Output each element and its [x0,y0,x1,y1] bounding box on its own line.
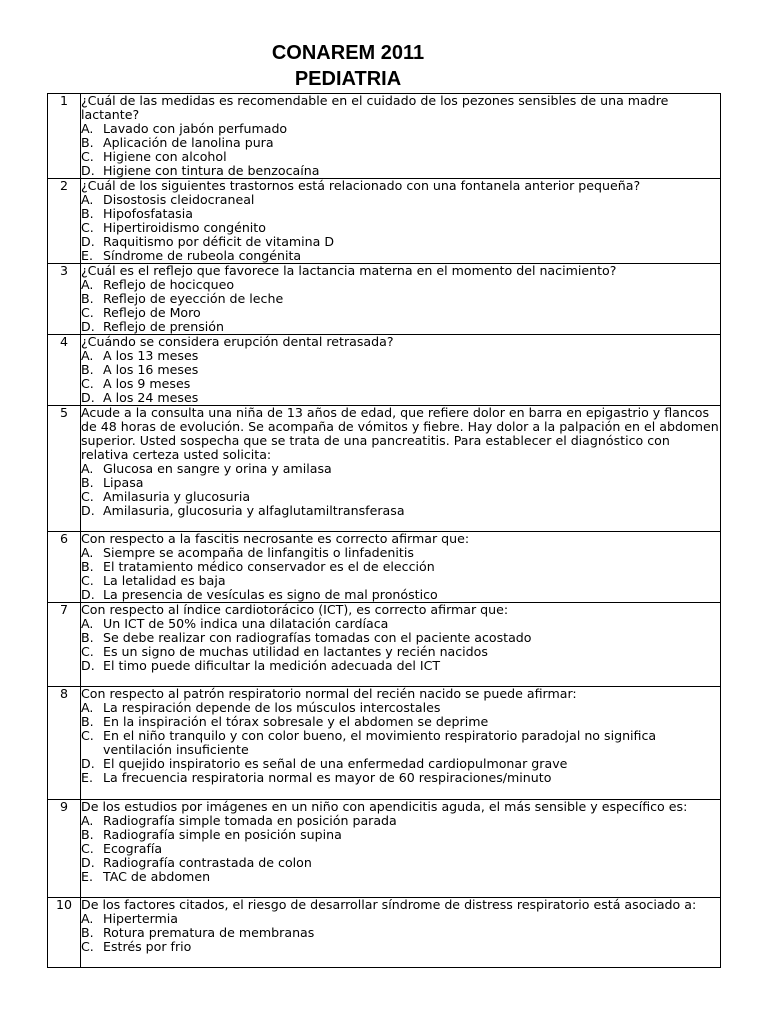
answer-option [81,546,720,560]
answer-options [81,912,720,954]
option-text: Higiene con alcohol [103,149,227,164]
option-text: La presencia de vesículas es signo de mal pronóstico [103,587,438,602]
answer-option [81,729,720,757]
option-text: Reflejo de Moro [103,305,201,320]
question-content [81,406,721,532]
option-letter: A. [81,911,94,926]
option-text: Higiene con tintura de benzocaína [103,163,320,178]
option-letter: C. [81,149,94,164]
answer-option [81,150,720,164]
question-number: 5 [48,406,81,532]
option-letter: D. [81,234,95,249]
questions-table [47,93,721,968]
option-text: Radiografía simple en posición supina [103,827,342,842]
option-text: Raquitismo por déficit de vitamina D [103,234,335,249]
option-letter: C. [81,376,94,391]
question-content [81,179,721,264]
document-header [0,40,768,92]
option-letter: B. [81,475,94,490]
answer-option [81,249,720,263]
answer-option [81,828,720,842]
answer-option [81,278,720,292]
question-row [48,264,721,335]
answer-option [81,560,720,574]
answer-option [81,870,720,884]
option-text: Rotura prematura de membranas [103,925,315,940]
answer-option [81,814,720,828]
option-text: Siempre se acompaña de linfangitis o linfadenitis [103,545,414,560]
option-text: A los 13 meses [103,348,199,363]
option-text: Radiografía contrastada de colon [103,855,312,870]
option-letter: A. [81,192,94,207]
question-row [48,800,721,898]
option-letter: D. [81,390,95,405]
question-text: ¿Cuál de los siguientes trastornos está relacionado con una fontanela anterior pequeña? [81,178,641,193]
option-letter: A. [81,700,94,715]
option-text: Ecografía [103,841,163,856]
answer-option [81,164,720,178]
answer-options [81,546,720,602]
option-letter: C. [81,841,94,856]
option-letter: B. [81,559,94,574]
option-letter: C. [81,573,94,588]
question-row [48,179,721,264]
option-text: Es un signo de muchas utilidad en lactantes y recién nacidos [103,644,488,659]
question-row [48,406,721,532]
option-letter: C. [81,220,94,235]
option-text: Reflejo de hocicqueo [103,277,235,292]
option-letter: A. [81,348,94,363]
answer-option [81,701,720,715]
option-text: La letalidad es baja [103,573,226,588]
answer-option [81,292,720,306]
answer-option [81,659,720,673]
option-letter: A. [81,121,94,136]
question-number: 8 [48,687,81,800]
question-content [81,335,721,406]
question-text: Acude a la consulta una niña de 13 años de edad, que refiere dolor en barra en epigastrio y flancos de 48 horas de evolución. Se acompaña de vómitos y fiebre. Hay dolor a la palpación en el abdomen superior. Usted sospecha que se trata de una pancreatitis. Para establecer el diagnóstico con relativa certeza usted solicita: [81,405,719,462]
answer-option [81,940,720,954]
question-row [48,898,721,968]
question-text: De los estudios por imágenes en un niño con apendicitis aguda, el más sensible y específico es: [81,799,688,814]
option-text: Amilasuria, glucosuria y alfaglutamiltransferasa [103,503,405,518]
answer-option [81,136,720,150]
option-text: El quejido inspiratorio es señal de una enfermedad cardiopulmonar grave [103,756,568,771]
question-row [48,687,721,800]
answer-option [81,912,720,926]
answer-option [81,207,720,221]
option-text: A los 9 meses [103,376,191,391]
option-letter: A. [81,545,94,560]
answer-options [81,617,720,673]
question-content [81,264,721,335]
answer-options [81,349,720,405]
question-number: 10 [48,898,81,968]
option-letter: D. [81,319,95,334]
option-letter: C. [81,728,94,743]
option-letter: B. [81,630,94,645]
document-subtitle: PEDIATRIA [294,68,402,90]
option-letter: B. [81,925,94,940]
option-letter: B. [81,206,94,221]
answer-options [81,278,720,334]
option-letter: A. [81,277,94,292]
option-letter: D. [81,658,95,673]
question-text: ¿Cuál es el reflejo que favorece la lactancia materna en el momento del nacimiento? [81,263,617,278]
option-letter: A. [81,813,94,828]
option-letter: C. [81,489,94,504]
option-letter: B. [81,827,94,842]
option-letter: D. [81,756,95,771]
option-text: Un ICT de 50% indica una dilatación cardíaca [103,616,389,631]
question-number: 3 [48,264,81,335]
question-row [48,335,721,406]
answer-option [81,363,720,377]
question-content [81,898,721,968]
option-text: La frecuencia respiratoria normal es mayor de 60 respiraciones/minuto [103,770,552,785]
option-text: Estrés por frio [103,939,192,954]
option-text: En el niño tranquilo y con color bueno, el movimiento respiratorio paradojal no significa ventilación insuficiente [103,728,657,757]
option-letter: A. [81,461,94,476]
document-title: CONAREM 2011 [271,42,425,64]
answer-option [81,926,720,940]
question-number: 7 [48,603,81,687]
option-text: Reflejo de prensión [103,319,224,334]
answer-options [81,462,720,518]
option-text: Hipertiroidismo congénito [103,220,266,235]
option-letter: E. [81,770,93,785]
answer-option [81,588,720,602]
answer-option [81,391,720,405]
option-letter: A. [81,616,94,631]
option-letter: C. [81,644,94,659]
option-text: TAC de abdomen [103,869,211,884]
option-letter: B. [81,714,94,729]
option-text: El tratamiento médico conservador es el de elección [103,559,435,574]
option-text: Lipasa [103,475,144,490]
option-text: Amilasuria y glucosuria [103,489,251,504]
option-text: Aplicación de lanolina pura [103,135,274,150]
answer-option [81,462,720,476]
answer-option [81,122,720,136]
answer-option [81,349,720,363]
option-letter: D. [81,587,95,602]
question-row [48,532,721,603]
option-text: Radiografía simple tomada en posición parada [103,813,397,828]
option-text: Disostosis cleidocraneal [103,192,255,207]
answer-option [81,221,720,235]
answer-option [81,574,720,588]
question-content [81,687,721,800]
option-text: La respiración depende de los músculos intercostales [103,700,441,715]
question-row [48,94,721,179]
answer-option [81,320,720,334]
option-letter: D. [81,163,95,178]
answer-option [81,490,720,504]
question-content [81,94,721,179]
option-letter: B. [81,135,94,150]
option-text: Hipofosfatasia [103,206,193,221]
option-text: Hipertermia [103,911,179,926]
question-number: 6 [48,532,81,603]
question-number: 4 [48,335,81,406]
answer-option [81,842,720,856]
option-letter: C. [81,939,94,954]
answer-option [81,715,720,729]
option-text: Síndrome de rubeola congénita [103,248,302,263]
question-text: Con respecto al patrón respiratorio normal del recién nacido se puede afirmar: [81,686,577,701]
question-content [81,532,721,603]
answer-options [81,193,720,263]
option-text: Reflejo de eyección de leche [103,291,284,306]
question-text: Con respecto a la fascitis necrosante es correcto afirmar que: [81,531,470,546]
answer-options [81,701,720,785]
option-text: El timo puede dificultar la medición adecuada del ICT [103,658,441,673]
option-text: A los 24 meses [103,390,199,405]
answer-options [81,122,720,178]
question-content [81,603,721,687]
answer-option [81,377,720,391]
option-text: En la inspiración el tórax sobresale y el abdomen se deprime [103,714,489,729]
question-number: 1 [48,94,81,179]
option-letter: B. [81,291,94,306]
answer-option [81,856,720,870]
answer-option [81,631,720,645]
question-text: ¿Cuándo se considera erupción dental retrasada? [81,334,394,349]
answer-options [81,814,720,884]
answer-option [81,476,720,490]
question-number: 2 [48,179,81,264]
option-letter: E. [81,869,93,884]
question-text: Con respecto al índice cardiotorácico (ICT), es correcto afirmar que: [81,602,509,617]
question-content [81,800,721,898]
answer-option [81,645,720,659]
answer-option [81,771,720,785]
option-text: Se debe realizar con radiografías tomadas con el paciente acostado [103,630,532,645]
question-text: ¿Cuál de las medidas es recomendable en el cuidado de los pezones sensibles de una madre lactante? [81,93,669,122]
option-text: A los 16 meses [103,362,199,377]
question-row [48,603,721,687]
option-text: Glucosa en sangre y orina y amilasa [103,461,332,476]
question-number: 9 [48,800,81,898]
question-text: De los factores citados, el riesgo de desarrollar síndrome de distress respiratorio está asociado a: [81,897,697,912]
option-letter: B. [81,362,94,377]
answer-option [81,757,720,771]
option-letter: D. [81,855,95,870]
option-letter: C. [81,305,94,320]
answer-option [81,306,720,320]
answer-option [81,617,720,631]
option-text: Lavado con jabón perfumado [103,121,288,136]
option-letter: D. [81,503,95,518]
answer-option [81,235,720,249]
option-letter: E. [81,248,93,263]
answer-option [81,504,720,518]
answer-option [81,193,720,207]
